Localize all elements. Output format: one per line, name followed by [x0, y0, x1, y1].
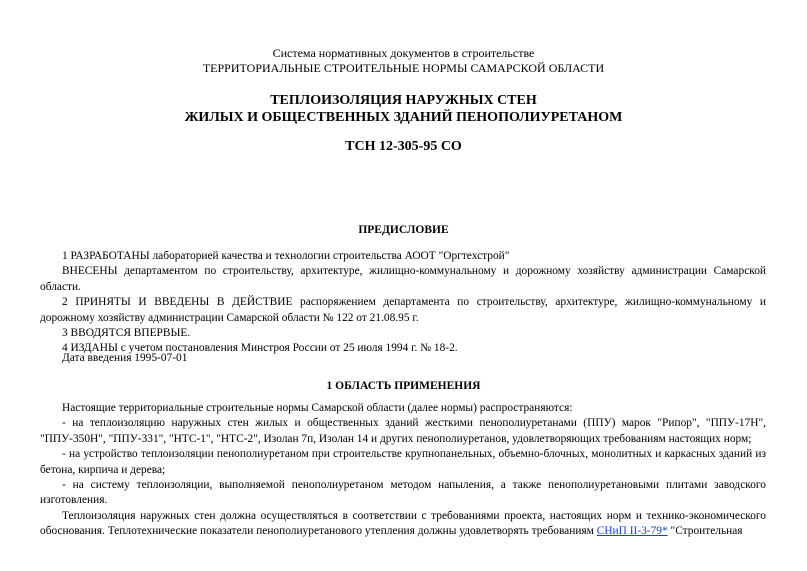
document-code: ТСН 12-305-95 СО [345, 139, 462, 154]
header-system-line: Система нормативных документов в строительстве [272, 46, 535, 60]
section-1-paragraph [40, 509, 766, 540]
title-line-2: ЖИЛЫХ И ОБЩЕСТВЕННЫХ ЗДАНИЙ ПЕНОПОЛИУРЕТАНОМ [184, 110, 623, 125]
paragraph-text-end: "Строительная [670, 525, 743, 538]
preface-heading: ПРЕДИСЛОВИЕ [358, 224, 449, 236]
section-1-item-2: - на устройство теплоизоляции пенополиуретаном при строительстве крупнопанельных, объемно-блочных, монолитных и каркасных зданий из бетона, кирпича и дерева; [40, 448, 766, 476]
preface-item-4: 4 ИЗДАНЫ с учетом постановления Минстроя России от 25 июля 1994 г. № 18-2. [62, 342, 458, 355]
preface-submitted: ВНЕСЕНЫ департаментом по строительству, архитектуре, жилищно-коммунальному и дорожному хозяйству администрации Самарской области. [40, 265, 766, 293]
preface-item-3: 3 ВВОДЯТСЯ ВПЕРВЫЕ. [62, 327, 191, 340]
paragraph-text-start: Теплоизоляция наружных стен должна осуществляться в соответствии с требованиями проекта, настоящих норм и технико-экономического обоснования. Теплотехнические показатели пенополиуретанового утепления должны удовлетворять требованиям [40, 509, 766, 538]
header-norms-line: ТЕРРИТОРИАЛЬНЫЕ СТРОИТЕЛЬНЫЕ НОРМЫ САМАРСКОЙ ОБЛАСТИ [202, 61, 605, 76]
section-1-heading: 1 ОБЛАСТЬ ПРИМЕНЕНИЯ [326, 380, 481, 392]
section-1-item-3: - на систему теплоизоляции, выполняемой пенополиуретаном методом напыления, а также пенополиуретановыми плитами заводского изготовления. [40, 479, 766, 507]
section-1-intro: Настоящие территориальные строительные нормы Самарской области (далее нормы) распространяются: [62, 402, 573, 414]
preface-body [40, 249, 766, 357]
preface-item-1: 1 РАЗРАБОТАНЫ лабораторией качества и технологии строительства АООТ "Оргтехстрой" [62, 250, 510, 262]
snip-link[interactable]: СНиП II-3-79* [596, 525, 668, 538]
system-header [40, 46, 767, 77]
title-line-1: ТЕПЛОИЗОЛЯЦИЯ НАРУЖНЫХ СТЕН [270, 93, 537, 108]
section-1-item-1: - на теплоизоляцию наружных стен жилых и общественных зданий жесткими пенополиуретанами (ППУ) марок "Рипор", "ППУ-17Н", "ППУ-350Н", "ППУ-331", "НТС-1", "НТС-2", Изолан 7п, Изолан 14 и других пенополиуретанов, удовлетворяющих требованиям настоящих норм; [40, 417, 766, 445]
section-1-body [40, 401, 766, 540]
document-title [40, 92, 767, 126]
introduction-date [40, 351, 766, 366]
intro-date-text: Дата введения 1995-07-01 [62, 352, 188, 364]
preface-item-2: 2 ПРИНЯТЫ И ВВЕДЕНЫ В ДЕЙСТВИЕ распоряжением департамента по строительству, архитектуре, жилищно-коммунальному и дорожному хозяйству администрации Самарской области № 122 от 21.08.95 г. [40, 296, 766, 324]
